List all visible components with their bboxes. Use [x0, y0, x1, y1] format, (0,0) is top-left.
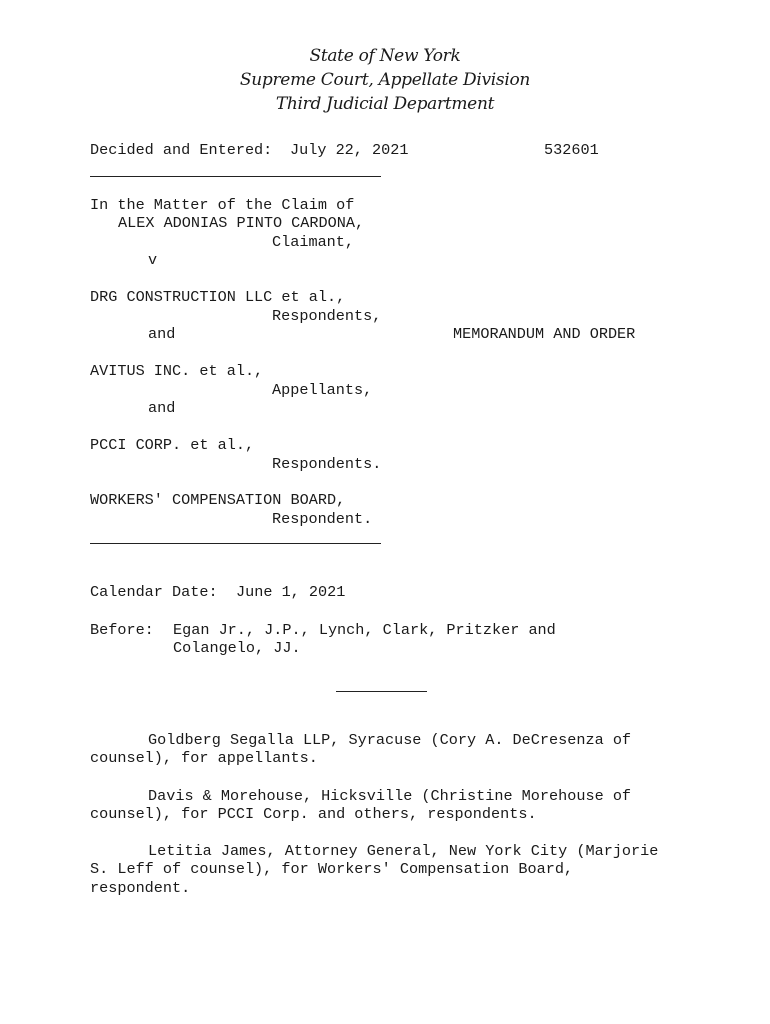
court-department: Third Judicial Department	[275, 94, 495, 114]
panel-label: Before:	[90, 621, 154, 639]
counsel-ag-line-2: S. Leff of counsel), for Workers' Compensation Board,	[90, 860, 574, 878]
court-name: Supreme Court, Appellate Division	[239, 70, 531, 90]
counsel-appellants-line-1: Goldberg Segalla LLP, Syracuse (Cory A. DeCresenza of	[148, 731, 632, 749]
party-drg-name: DRG CONSTRUCTION LLC et al.,	[90, 288, 346, 306]
panel-line-1: Egan Jr., J.P., Lynch, Clark, Pritzker and	[173, 621, 556, 639]
decided-label: Decided and Entered:	[90, 141, 273, 159]
court-state: State of New York	[309, 46, 461, 66]
caption-top-rule	[90, 176, 381, 177]
counsel-ag-line-1: Letitia James, Attorney General, New York City (Marjorie	[148, 842, 659, 860]
counsel-pcci-line-2: counsel), for PCCI Corp. and others, respondents.	[90, 805, 537, 823]
party-wcb-name: WORKERS' COMPENSATION BOARD,	[90, 491, 346, 509]
docket-number: 532601	[544, 141, 599, 159]
calendar-label: Calendar Date:	[90, 583, 218, 601]
claimant-name: ALEX ADONIAS PINTO CARDONA,	[118, 214, 365, 232]
party-wcb-role: Respondent.	[272, 510, 373, 528]
party-drg-role: Respondents,	[272, 307, 382, 325]
panel-line-2: Colangelo, JJ.	[173, 639, 301, 657]
and-label-2: and	[148, 399, 176, 417]
counsel-ag-line-3: respondent.	[90, 879, 191, 897]
party-pcci-role: Respondents.	[272, 455, 382, 473]
matter-line: In the Matter of the Claim of	[90, 196, 355, 214]
memorandum-title: MEMORANDUM AND ORDER	[453, 325, 636, 343]
versus-label: v	[148, 251, 158, 269]
calendar-date: June 1, 2021	[236, 583, 346, 601]
party-avitus-name: AVITUS INC. et al.,	[90, 362, 264, 380]
party-pcci-name: PCCI CORP. et al.,	[90, 436, 255, 454]
claimant-role: Claimant,	[272, 233, 355, 251]
section-divider	[336, 691, 427, 692]
decided-date: July 22, 2021	[290, 141, 409, 159]
counsel-appellants-line-2: counsel), for appellants.	[90, 749, 318, 767]
caption-bottom-rule	[90, 543, 381, 544]
counsel-pcci-line-1: Davis & Morehouse, Hicksville (Christine Morehouse of	[148, 787, 632, 805]
party-avitus-role: Appellants,	[272, 381, 373, 399]
and-label-1: and	[148, 325, 176, 343]
